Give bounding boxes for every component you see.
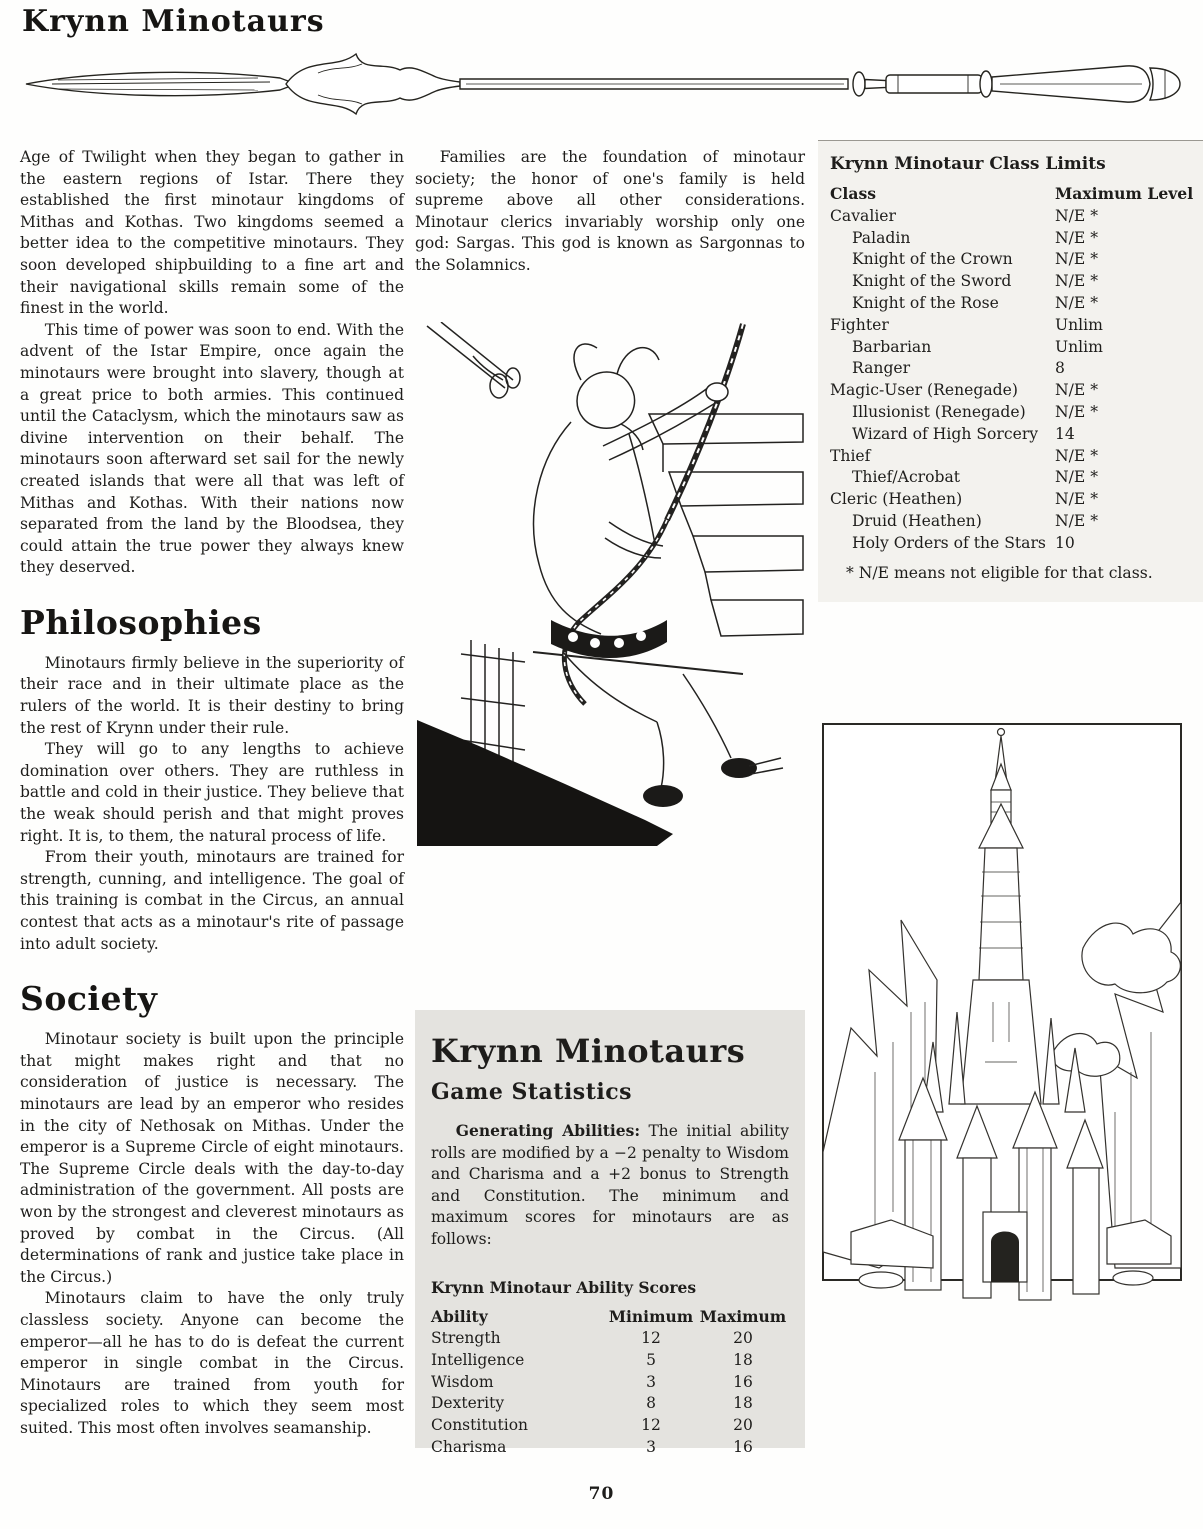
ability-cell: Charisma <box>431 1437 507 1456</box>
table-row <box>431 1393 789 1415</box>
ability-header-cell: Minimum <box>608 1307 694 1327</box>
table-row <box>830 315 1195 337</box>
table-row <box>830 271 1195 293</box>
ability-table <box>431 1306 789 1459</box>
ability-cell: 20 <box>733 1328 753 1347</box>
level-cell: Unlim <box>1055 315 1103 334</box>
ability-cell: Intelligence <box>431 1350 525 1369</box>
class-cell: Thief/Acrobat <box>852 468 961 487</box>
generating-abilities-paragraph <box>431 1120 789 1251</box>
class-cell: Knight of the Crown <box>852 250 1013 269</box>
stats-box-title: Krynn Minotaurs <box>431 1032 746 1070</box>
ability-cell: 12 <box>641 1328 661 1347</box>
level-cell: N/E * <box>1055 272 1099 291</box>
table-row <box>830 533 1195 555</box>
class-cell: Cavalier <box>830 206 896 225</box>
page-number: 70 <box>588 1484 615 1504</box>
table-row <box>830 337 1195 359</box>
table-row <box>431 1328 789 1350</box>
stats-box-subtitle: Game Statistics <box>431 1079 632 1105</box>
class-limits-title: Krynn Minotaur Class Limits <box>830 154 1106 174</box>
level-cell: N/E * <box>1055 490 1099 509</box>
ability-cell: 20 <box>733 1416 753 1435</box>
class-cell: Barbarian <box>852 337 932 356</box>
middle-column-text <box>415 147 805 277</box>
minotaur-rigging-illustration <box>413 322 805 858</box>
table-row <box>431 1372 789 1394</box>
table-row <box>431 1350 789 1372</box>
table-row <box>830 358 1195 380</box>
table-row <box>830 467 1195 489</box>
ability-cell: 16 <box>733 1437 753 1456</box>
table-row <box>830 402 1195 424</box>
ability-cell: 8 <box>646 1394 656 1413</box>
society-heading: Society <box>20 979 158 1019</box>
table-row <box>830 424 1195 446</box>
class-cell: Thief <box>830 446 871 465</box>
table-row <box>830 293 1195 315</box>
table-row <box>830 511 1195 533</box>
ability-cell: 3 <box>646 1437 656 1456</box>
class-cell: Knight of the Rose <box>852 293 999 312</box>
ability-table-title: Krynn Minotaur Ability Scores <box>431 1277 697 1297</box>
paragraph: Age of Twilight when they began to gather in the eastern regions of Istar. There they established the first minotaur kingdoms of Mithas and Kothas. Two kingdoms seemed a better idea to the competitive minotaurs. They soon developed shipbuilding to a fine art and their navigational skills remain some of the finest in the world. <box>20 148 404 318</box>
paragraph: Minotaur society is built upon the principle that might makes right and that no consideration of justice is necessary. The minotaurs are lead by an emperor who resides in the city of Nethosak on Mithas. Under the emperor is a Supreme Circle of eight minotaurs. The Supreme Circle deals with the day-to-day administration of the government. All posts are won by the strongest and cleverest minotaurs as proved by combat in the Circus. (All determinations of rank and justice take place in the Circus.) <box>20 1030 404 1286</box>
ability-cell: 12 <box>641 1416 661 1435</box>
paragraph: This time of power was soon to end. With the advent of the Istar Empire, once again the minotaurs were brought into slavery, though at a great price to both armies. This continued until the Cataclysm, which the minotaurs saw as divine intervention on their behalf. The minotaurs soon afterward set sail for the newly created islands that were all that was left of Mithas and Kothas. With their nations now separated from the land by the Bloodsea, they could attain the true power they always knew they deserved. <box>20 320 404 577</box>
ability-cell: Wisdom <box>431 1372 494 1391</box>
level-cell: N/E * <box>1055 206 1099 225</box>
class-cell: Ranger <box>852 359 911 378</box>
ability-cell: Dexterity <box>431 1394 505 1413</box>
ability-cell: Strength <box>431 1328 501 1347</box>
table-row <box>830 206 1195 228</box>
class-cell: Holy Orders of the Stars <box>852 533 1046 552</box>
game-statistics-box <box>415 1010 805 1456</box>
level-cell: N/E * <box>1055 293 1099 312</box>
level-cell: Unlim <box>1055 337 1103 356</box>
paragraph: They will go to any lengths to achieve domination over others. They are ruthless in battle and cold in their justice. They believe that the weak should perish and that might proves right. It is, to them, the natural process of life. <box>20 740 404 845</box>
class-limits-panel <box>818 140 1203 602</box>
level-cell: N/E * <box>1055 250 1099 269</box>
paragraph: Families are the foundation of minotaur society; the honor of one's family is held supreme above all other considerations. Minotaur clerics invariably worship only one god: Sargas. This god is known as Sargonnas to the Solamnics. <box>415 148 805 274</box>
ability-header-cell: Maximum <box>699 1307 787 1327</box>
generating-abilities-text: The initial ability rolls are modified by a −2 penalty to Wisdom and Charisma and a +2 bonus to Strength and Constitution. The minimum and maximum scores for minotaurs are as follows: <box>431 1122 789 1248</box>
level-cell: N/E * <box>1055 402 1099 421</box>
paragraph: From their youth, minotaurs are trained for strength, cunning, and intelligence. The goal of this training is combat in the Circus, an annual contest that acts as a minotaur's rite of passage into adult society. <box>20 848 404 953</box>
table-row <box>830 446 1195 468</box>
table-row <box>830 380 1195 402</box>
generating-abilities-label: Generating Abilities: <box>455 1121 641 1140</box>
page-title: Krynn Minotaurs <box>22 4 325 39</box>
class-cell: Paladin <box>852 228 911 247</box>
paragraph: Minotaurs firmly believe in the superiority of their race and in their ultimate place as the rulers of the world. It is their destiny to bring the rest of Krynn under their rule. <box>20 653 404 737</box>
class-cell: Knight of the Sword <box>852 272 1012 291</box>
castle-city-illustration <box>815 712 1192 1328</box>
ability-cell: 3 <box>646 1372 656 1391</box>
class-header-cell: Class <box>830 184 876 203</box>
level-cell: N/E * <box>1055 228 1099 247</box>
class-limits-header <box>830 183 1195 205</box>
level-header-cell: Maximum Level <box>1055 184 1194 203</box>
ability-header-cell: Ability <box>431 1307 488 1327</box>
ability-cell: 18 <box>733 1394 753 1413</box>
class-cell: Druid (Heathen) <box>852 511 982 530</box>
class-cell: Wizard of High Sorcery <box>852 424 1039 443</box>
class-cell: Magic-User (Renegade) <box>830 381 1018 400</box>
table-row <box>830 228 1195 250</box>
class-limits-footnote: * N/E means not eligible for that class. <box>846 563 1153 582</box>
table-row <box>431 1437 789 1459</box>
ability-cell: 18 <box>733 1350 753 1369</box>
level-cell: N/E * <box>1055 381 1099 400</box>
level-cell: N/E * <box>1055 468 1099 487</box>
level-cell: 14 <box>1055 424 1075 443</box>
level-cell: N/E * <box>1055 511 1099 530</box>
class-cell: Fighter <box>830 315 889 334</box>
lance-illustration <box>18 46 1188 122</box>
ability-cell: 16 <box>733 1372 753 1391</box>
class-cell: Cleric (Heathen) <box>830 490 963 509</box>
left-column <box>20 147 404 1439</box>
ability-cell: 5 <box>646 1350 656 1369</box>
level-cell: 10 <box>1055 533 1075 552</box>
table-row <box>830 489 1195 511</box>
table-row <box>830 249 1195 271</box>
class-cell: Illusionist (Renegade) <box>852 402 1026 421</box>
table-row <box>431 1415 789 1437</box>
philosophies-heading: Philosophies <box>20 602 262 642</box>
ability-cell: Constitution <box>431 1416 529 1435</box>
ability-table-header <box>431 1306 789 1328</box>
level-cell: 8 <box>1055 359 1065 378</box>
level-cell: N/E * <box>1055 446 1099 465</box>
paragraph: Minotaurs claim to have the only truly classless society. Anyone can become the emperor—all he has to do is defeat the current emperor in single combat in the Circus. Minotaurs are trained from youth for specialized roles to which they seem most suited. This most often involves seamanship. <box>20 1289 404 1437</box>
